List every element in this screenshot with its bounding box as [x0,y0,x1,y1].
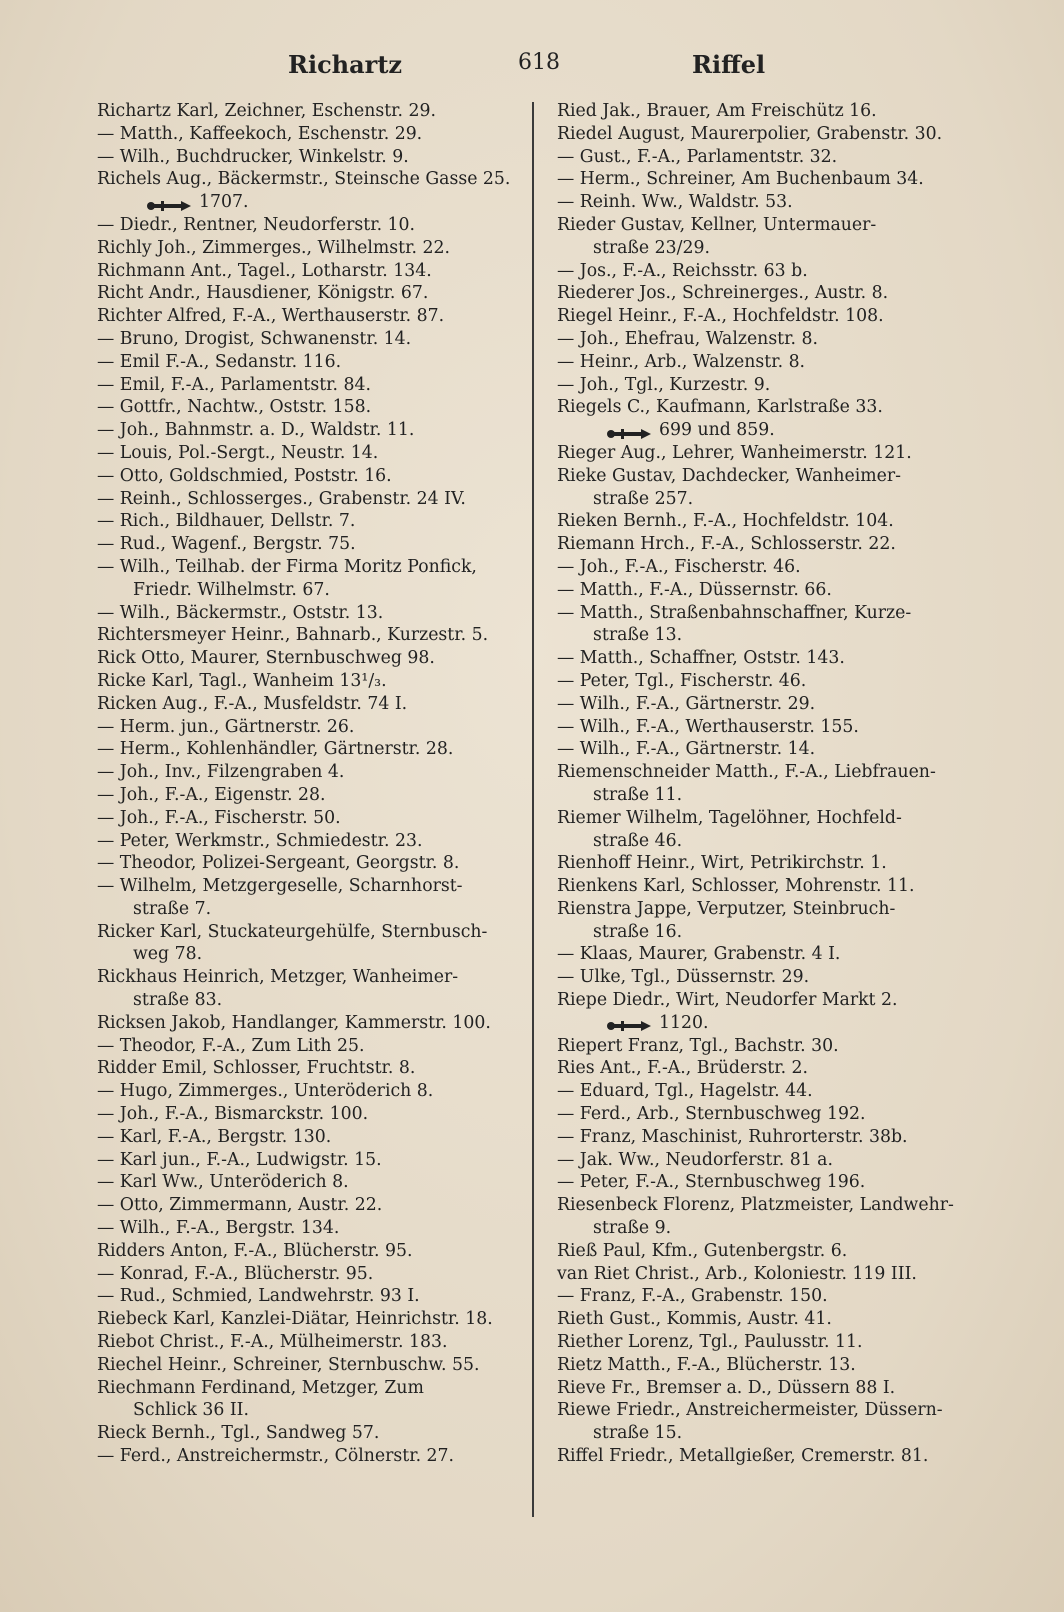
directory-entry [557,716,997,739]
directory-entry [557,1035,997,1058]
directory-entry [557,214,997,260]
entry-text: — Jak. Ww., Neudorferstr. 81 a. [557,1149,833,1170]
page-header [0,50,1064,90]
entry-text: Rieß Paul, Kfm., Gutenbergstr. 6. [557,1240,848,1261]
directory-entry [97,1217,537,1240]
entry-text: — Gottfr., Nachtw., Oststr. 158. [97,397,372,418]
entry-text: — Emil, F.-A., Parlamentstr. 84. [97,374,371,395]
entry-text: — Ulke, Tgl., Düssernstr. 29. [557,967,810,988]
directory-entry [97,237,537,260]
entry-continuation: straße 9. [593,1218,672,1239]
entry-text: — Jos., F.-A., Reichsstr. 63 b. [557,260,808,281]
directory-entry [557,1171,997,1194]
entry-text: — Louis, Pol.-Sergt., Neustr. 14. [97,442,379,463]
directory-entry [557,852,997,875]
directory-entry [97,921,537,967]
entry-text: — Matth., F.-A., Düssernstr. 66. [557,579,832,600]
entry-text: Rick Otto, Maurer, Sternbuschweg 98. [97,648,435,669]
entry-text: — Matth., Schaffner, Oststr. 143. [557,648,845,669]
entry-text: — Theodor, F.-A., Zum Lith 25. [97,1035,365,1056]
directory-entry [97,168,537,214]
page-number: 618 [518,50,560,75]
entry-text: — Franz, F.-A., Grabenstr. 150. [557,1286,828,1307]
entry-text: — Wilh., F.-A., Werthauserstr. 155. [557,716,859,737]
entry-text: Richter Alfred, F.-A., Werthauserstr. 87. [97,306,445,327]
entry-text: — Wilh., F.-A., Bergstr. 134. [97,1218,340,1239]
entry-text: Rienkens Karl, Schlosser, Mohrenstr. 11. [557,876,915,897]
entry-text: Richtersmeyer Heinr., Bahnarb., Kurzestr. 5. [97,625,489,646]
entry-text: Riemann Hrch., F.-A., Schlosserstr. 22. [557,534,896,555]
directory-entry [557,807,997,853]
directory-entry [97,852,537,875]
entry-continuation: straße 16. [593,921,683,942]
directory-entry [97,1035,537,1058]
entry-continuation: straße 23/29. [593,237,710,258]
entry-text: — Herm., Schreiner, Am Buchenbaum 34. [557,169,924,190]
entry-text: — Wilhelm, Metzgergeselle, Scharnhorst- [97,876,463,897]
directory-entry [557,1149,997,1172]
directory-entry [97,670,537,693]
directory-entry [557,579,997,602]
directory-entry [97,875,537,921]
entry-text: Riedel August, Maurerpolier, Grabenstr. 30. [557,123,943,144]
entry-text: — Wilh., Bäckermstr., Oststr. 13. [97,602,384,623]
entry-text: Riemer Wilhelm, Tagelöhner, Hochfeld- [557,807,902,828]
directory-entry [557,465,997,511]
entry-text: — Joh., F.-A., Bismarckstr. 100. [97,1104,369,1125]
directory-entry [97,1126,537,1149]
directory-entry [97,1240,537,1263]
directory-entry [557,374,997,397]
directory-entry [97,738,537,761]
directory-entry [97,647,537,670]
telephone-line [557,1012,997,1035]
entry-text: Ridders Anton, F.-A., Blücherstr. 95. [97,1240,413,1261]
entry-text: Riether Lorenz, Tgl., Paulusstr. 11. [557,1332,863,1353]
entry-text: — Matth., Straßenbahnschaffner, Kurze- [557,602,912,623]
entry-text: Rieder Gustav, Kellner, Untermauer- [557,214,877,235]
entry-text: — Bruno, Drogist, Schwanenstr. 14. [97,328,412,349]
entry-text: Richels Aug., Bäckermstr., Steinsche Gasse 25. [97,169,511,190]
entry-text: — Hugo, Zimmerges., Unteröderich 8. [97,1081,434,1102]
entry-text: Richt Andr., Hausdiener, Königstr. 67. [97,283,429,304]
directory-entry [557,738,997,761]
directory-entry [97,966,537,1012]
entry-text: — Heinr., Arb., Walzenstr. 8. [557,351,806,372]
entry-text: — Franz, Maschinist, Ruhrorterstr. 38b. [557,1126,908,1147]
entry-continuation: straße 7. [133,898,212,919]
entry-text: Rieth Gust., Kommis, Austr. 41. [557,1309,832,1330]
directory-entry [557,1103,997,1126]
directory-entry [97,1194,537,1217]
telephone-line [557,419,997,442]
directory-entry [97,305,537,328]
directory-entry [97,419,537,442]
entry-continuation: Schlick 36 II. [133,1400,249,1421]
entry-text: Ried Jak., Brauer, Am Freischütz 16. [557,101,877,121]
entry-text: — Theodor, Polizei-Sergeant, Georgstr. 8. [97,853,460,874]
directory-entry [97,123,537,146]
entry-text: Riechmann Ferdinand, Metzger, Zum [97,1377,424,1398]
entry-text: — Ferd., Arb., Sternbuschweg 192. [557,1104,866,1125]
entry-text: — Joh., Inv., Filzengraben 4. [97,762,345,783]
entry-continuation: straße 11. [593,784,683,805]
entry-text: Rienhoff Heinr., Wirt, Petrikirchstr. 1. [557,853,887,874]
entry-text: Ridder Emil, Schlosser, Fruchtstr. 8. [97,1058,416,1079]
telephone-icon [607,1017,653,1029]
entry-continuation: Friedr. Wilhelmstr. 67. [133,579,330,600]
directory-entry [97,830,537,853]
directory-entry [557,328,997,351]
entry-text: — Karl Ww., Unteröderich 8. [97,1172,349,1193]
column-divider [532,102,534,1517]
telephone-number: 1707. [199,192,249,213]
header-right-keyword: Riffel [692,50,766,79]
directory-entry [557,1263,997,1286]
directory-entry [557,191,997,214]
entry-text: — Joh., F.-A., Fischerstr. 46. [557,556,801,577]
directory-entry [557,943,997,966]
entry-text: Rieve Fr., Bremser a. D., Düssern 88 I. [557,1377,896,1398]
entry-text: — Emil F.-A., Sedanstr. 116. [97,351,342,372]
entry-text: Riffel Friedr., Metallgießer, Cremerstr. 81. [557,1446,929,1467]
directory-entry [557,1399,997,1445]
entry-text: Rickhaus Heinrich, Metzger, Wanheimer- [97,967,459,988]
entry-text: — Reinh. Ww., Waldstr. 53. [557,192,793,213]
directory-entry [557,351,997,374]
directory-entry [97,784,537,807]
entry-text: van Riet Christ., Arb., Koloniestr. 119 III. [557,1263,917,1284]
directory-entry [97,328,537,351]
directory-entry [97,214,537,237]
entry-text: Rieke Gustav, Dachdecker, Wanheimer- [557,465,901,486]
entry-text: Riepert Franz, Tgl., Bachstr. 30. [557,1035,839,1056]
entry-text: Rienstra Jappe, Verputzer, Steinbruch- [557,898,896,919]
entry-text: — Matth., Kaffeekoch, Eschenstr. 29. [97,123,423,144]
entry-text: Riesenbeck Florenz, Platzmeister, Landwehr- [557,1195,954,1216]
directory-entry [97,1285,537,1308]
entry-text: Ricken Aug., F.-A., Musfeldstr. 74 I. [97,693,408,714]
directory-entry [97,1012,537,1035]
directory-entry [97,374,537,397]
entry-text: — Reinh., Schlosserges., Grabenstr. 24 IV. [97,488,466,509]
directory-entry [557,1331,997,1354]
telephone-icon [607,425,653,437]
directory-entry [557,168,997,191]
entry-text: — Herm. jun., Gärtnerstr. 26. [97,716,355,737]
entry-text: — Wilh., F.-A., Gärtnerstr. 14. [557,739,816,760]
directory-entry [97,351,537,374]
directory-entry [97,556,537,602]
directory-entry [557,396,997,442]
directory-entry [97,1057,537,1080]
entry-text: Rieken Bernh., F.-A., Hochfeldstr. 104. [557,511,894,532]
entry-text: — Joh., F.-A., Eigenstr. 28. [97,784,326,805]
directory-entry [97,716,537,739]
entry-text: — Herm., Kohlenhändler, Gärtnerstr. 28. [97,739,454,760]
directory-entry [557,533,997,556]
entry-text: — Eduard, Tgl., Hagelstr. 44. [557,1081,813,1102]
entry-text: Rieck Bernh., Tgl., Sandweg 57. [97,1423,380,1444]
entry-text: Riegels C., Kaufmann, Karlstraße 33. [557,397,883,418]
directory-entry [97,1308,537,1331]
entry-text: — Joh., Tgl., Kurzestr. 9. [557,374,771,395]
directory-entry [97,146,537,169]
entry-text: — Joh., F.-A., Fischerstr. 50. [97,807,341,828]
entry-text: — Joh., Bahnmstr. a. D., Waldstr. 11. [97,420,415,441]
directory-entry [557,282,997,305]
directory-entry [97,693,537,716]
entry-text: Riechel Heinr., Schreiner, Sternbuschw. 55. [97,1354,480,1375]
entry-text: Riebot Christ., F.-A., Mülheimerstr. 183. [97,1332,448,1353]
directory-entry [97,442,537,465]
directory-entry [557,875,997,898]
directory-entry [97,1171,537,1194]
telephone-line [97,191,537,214]
directory-entry [97,282,537,305]
directory-entry [97,1149,537,1172]
directory-entry [97,602,537,625]
directory-entry [557,1057,997,1080]
directory-entry [557,1308,997,1331]
directory-entry [557,146,997,169]
right-column [557,100,997,1468]
directory-entry [557,305,997,328]
directory-entry [557,647,997,670]
directory-entry [557,1080,997,1103]
directory-entry [97,1080,537,1103]
directory-entry [557,1445,997,1468]
entry-text: — Karl, F.-A., Bergstr. 130. [97,1126,332,1147]
entry-text: — Otto, Goldschmied, Poststr. 16. [97,465,392,486]
entry-text: Richmann Ant., Tagel., Lotharstr. 134. [97,260,432,281]
entry-text: Riepe Diedr., Wirt, Neudorfer Markt 2. [557,990,898,1011]
telephone-number: 699 und 859. [659,420,775,441]
directory-entry [557,670,997,693]
directory-entry [557,100,997,123]
left-column [97,100,537,1468]
entry-text: — Joh., Ehefrau, Walzenstr. 8. [557,328,818,349]
entry-text: — Wilh., Teilhab. der Firma Moritz Ponfick, [97,556,477,577]
directory-entry [557,989,997,1035]
entry-text: Ricksen Jakob, Handlanger, Kammerstr. 100. [97,1012,491,1033]
entry-continuation: straße 15. [593,1423,683,1444]
directory-entry [97,465,537,488]
directory-entry [557,510,997,533]
entry-text: Riegel Heinr., F.-A., Hochfeldstr. 108. [557,306,884,327]
directory-entry [97,533,537,556]
directory-entry [557,1240,997,1263]
entry-text: — Peter, Werkmstr., Schmiedestr. 23. [97,830,423,851]
entry-text: — Rich., Bildhauer, Dellstr. 7. [97,511,356,532]
entry-continuation: straße 257. [593,488,694,509]
entry-text: — Rud., Wagenf., Bergstr. 75. [97,534,356,555]
directory-entry [557,1126,997,1149]
entry-text: — Karl jun., F.-A., Ludwigstr. 15. [97,1149,382,1170]
entry-text: Riederer Jos., Schreinerges., Austr. 8. [557,283,889,304]
directory-entry [557,1194,997,1240]
directory-entry [557,1354,997,1377]
entry-text: Ricke Karl, Tagl., Wanheim 13¹/₃. [97,670,387,691]
directory-entry [97,488,537,511]
directory-entry [557,966,997,989]
directory-entry [97,761,537,784]
entry-continuation: weg 78. [133,944,203,965]
directory-entry [557,1285,997,1308]
directory-entry [557,693,997,716]
directory-entry [97,260,537,283]
directory-entry [557,602,997,648]
entry-text: — Diedr., Rentner, Neudorferstr. 10. [97,214,416,235]
directory-entry [97,807,537,830]
header-left-keyword: Richartz [288,50,403,79]
directory-entry [97,1422,537,1445]
directory-entry [97,100,537,123]
entry-text: — Peter, Tgl., Fischerstr. 46. [557,670,807,691]
directory-entry [557,260,997,283]
entry-continuation: straße 13. [593,625,683,646]
entry-text: Rietz Matth., F.-A., Blücherstr. 13. [557,1354,856,1375]
directory-entry [97,396,537,419]
entry-text: — Gust., F.-A., Parlamentstr. 32. [557,146,838,167]
entry-text: Richartz Karl, Zeichner, Eschenstr. 29. [97,101,437,121]
directory-entry [557,761,997,807]
entry-text: — Otto, Zimmermann, Austr. 22. [97,1195,383,1216]
telephone-icon [147,197,193,209]
entry-continuation: straße 46. [593,830,683,851]
directory-entry [557,1377,997,1400]
entry-text: Ricker Karl, Stuckateurgehülfe, Sternbusch- [97,921,488,942]
directory-entry [97,1445,537,1468]
entry-text: Richly Joh., Zimmerges., Wilhelmstr. 22. [97,237,450,258]
directory-entry [557,898,997,944]
entry-text: Riewe Friedr., Anstreichermeister, Düssern- [557,1400,943,1421]
directory-entry [97,1354,537,1377]
entry-text: — Konrad, F.-A., Blücherstr. 95. [97,1263,374,1284]
entry-text: — Ferd., Anstreichermstr., Cölnerstr. 27. [97,1446,455,1467]
directory-entry [557,556,997,579]
entry-text: Rieger Aug., Lehrer, Wanheimerstr. 121. [557,442,912,463]
directory-entry [97,1377,537,1423]
entry-text: Ries Ant., F.-A., Brüderstr. 2. [557,1058,809,1079]
telephone-number: 1120. [659,1012,709,1033]
entry-text: Riemenschneider Matth., F.-A., Liebfrauen- [557,762,936,783]
entry-text: — Peter, F.-A., Sternbuschweg 196. [557,1172,866,1193]
directory-entry [97,1103,537,1126]
entry-text: Riebeck Karl, Kanzlei-Diätar, Heinrichstr. 18. [97,1309,493,1330]
entry-text: — Wilh., Buchdrucker, Winkelstr. 9. [97,146,409,167]
directory-entry [557,123,997,146]
directory-entry [97,1331,537,1354]
entry-text: — Wilh., F.-A., Gärtnerstr. 29. [557,693,816,714]
directory-entry [97,510,537,533]
entry-text: — Klaas, Maurer, Grabenstr. 4 I. [557,944,841,965]
directory-entry [97,624,537,647]
directory-entry [557,442,997,465]
entry-continuation: straße 83. [133,990,223,1011]
directory-entry [97,1263,537,1286]
entry-text: — Rud., Schmied, Landwehrstr. 93 I. [97,1286,420,1307]
